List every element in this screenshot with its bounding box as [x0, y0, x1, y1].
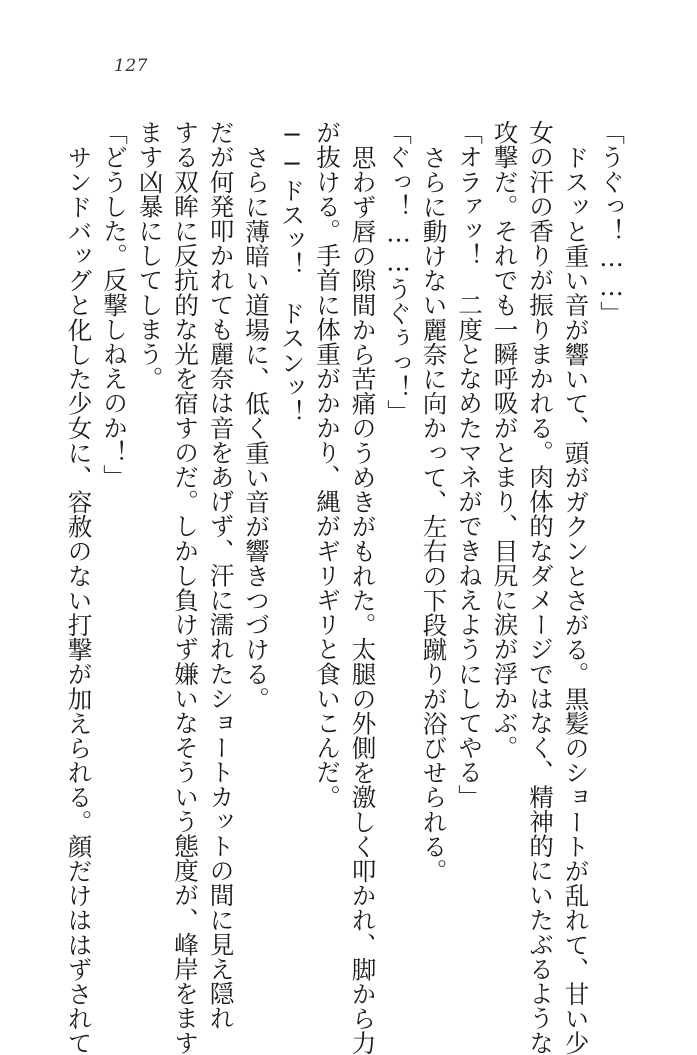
text-line: 女の汗の香りが振りまかれる。肉体的なダメージではなく、精神的にいたぶるような — [526, 120, 555, 1055]
text-line: する双眸に反抗的な光を宿すのだ。しかし負けず嫌いなそういう態度が、峰岸をます — [171, 120, 200, 1055]
text-line: 「うぐっ！……」 — [597, 120, 626, 326]
vertical-text-body — [64, 120, 629, 1055]
text-line: ます凶暴にしてしまう。 — [135, 120, 165, 391]
text-line: 「ぐっ！……うぐぅっ！」 — [384, 120, 413, 424]
text-line: 攻撃だ。それでも一瞬呼吸がとまり、目尻に涙が浮かぶ。 — [490, 120, 520, 760]
text-line: 「オラァッ！ 二度となめたマネができねえようにしてやる」 — [455, 120, 484, 809]
text-line: サンドバッグと化した少女に、容赦のない打撃が加えられる。顔だけははずされて — [64, 144, 94, 1055]
text-line: 思わず唇の隙間から苦痛のうめきがもれた。太腿の外側を激しく叩かれ、脚から力 — [348, 144, 378, 1055]
text-line: 「どうした。反撃しねえのか！」 — [100, 120, 129, 489]
page-number: 127 — [114, 56, 148, 76]
text-line: さらに薄暗い道場に、低く重い音が響きつづける。 — [242, 144, 271, 711]
text-line: さらに動けない麗奈に向かって、左右の下段蹴りが浴びせられる。 — [419, 144, 449, 883]
text-line: が抜ける。手首に体重がかかり、縄がギリギリと食いこんだ。 — [313, 120, 342, 809]
text-line: ──ドスッ！ ドスンッ！ — [277, 120, 307, 424]
text-line: だが何発叩かれても麗奈は音をあげず、汗に濡れたショートカットの間に見え隠れ — [206, 120, 236, 1031]
text-line: ドスッと重い音が響いて、頭がガクンとさがる。黒髪のショートが乱れて、甘い少 — [561, 144, 591, 1055]
